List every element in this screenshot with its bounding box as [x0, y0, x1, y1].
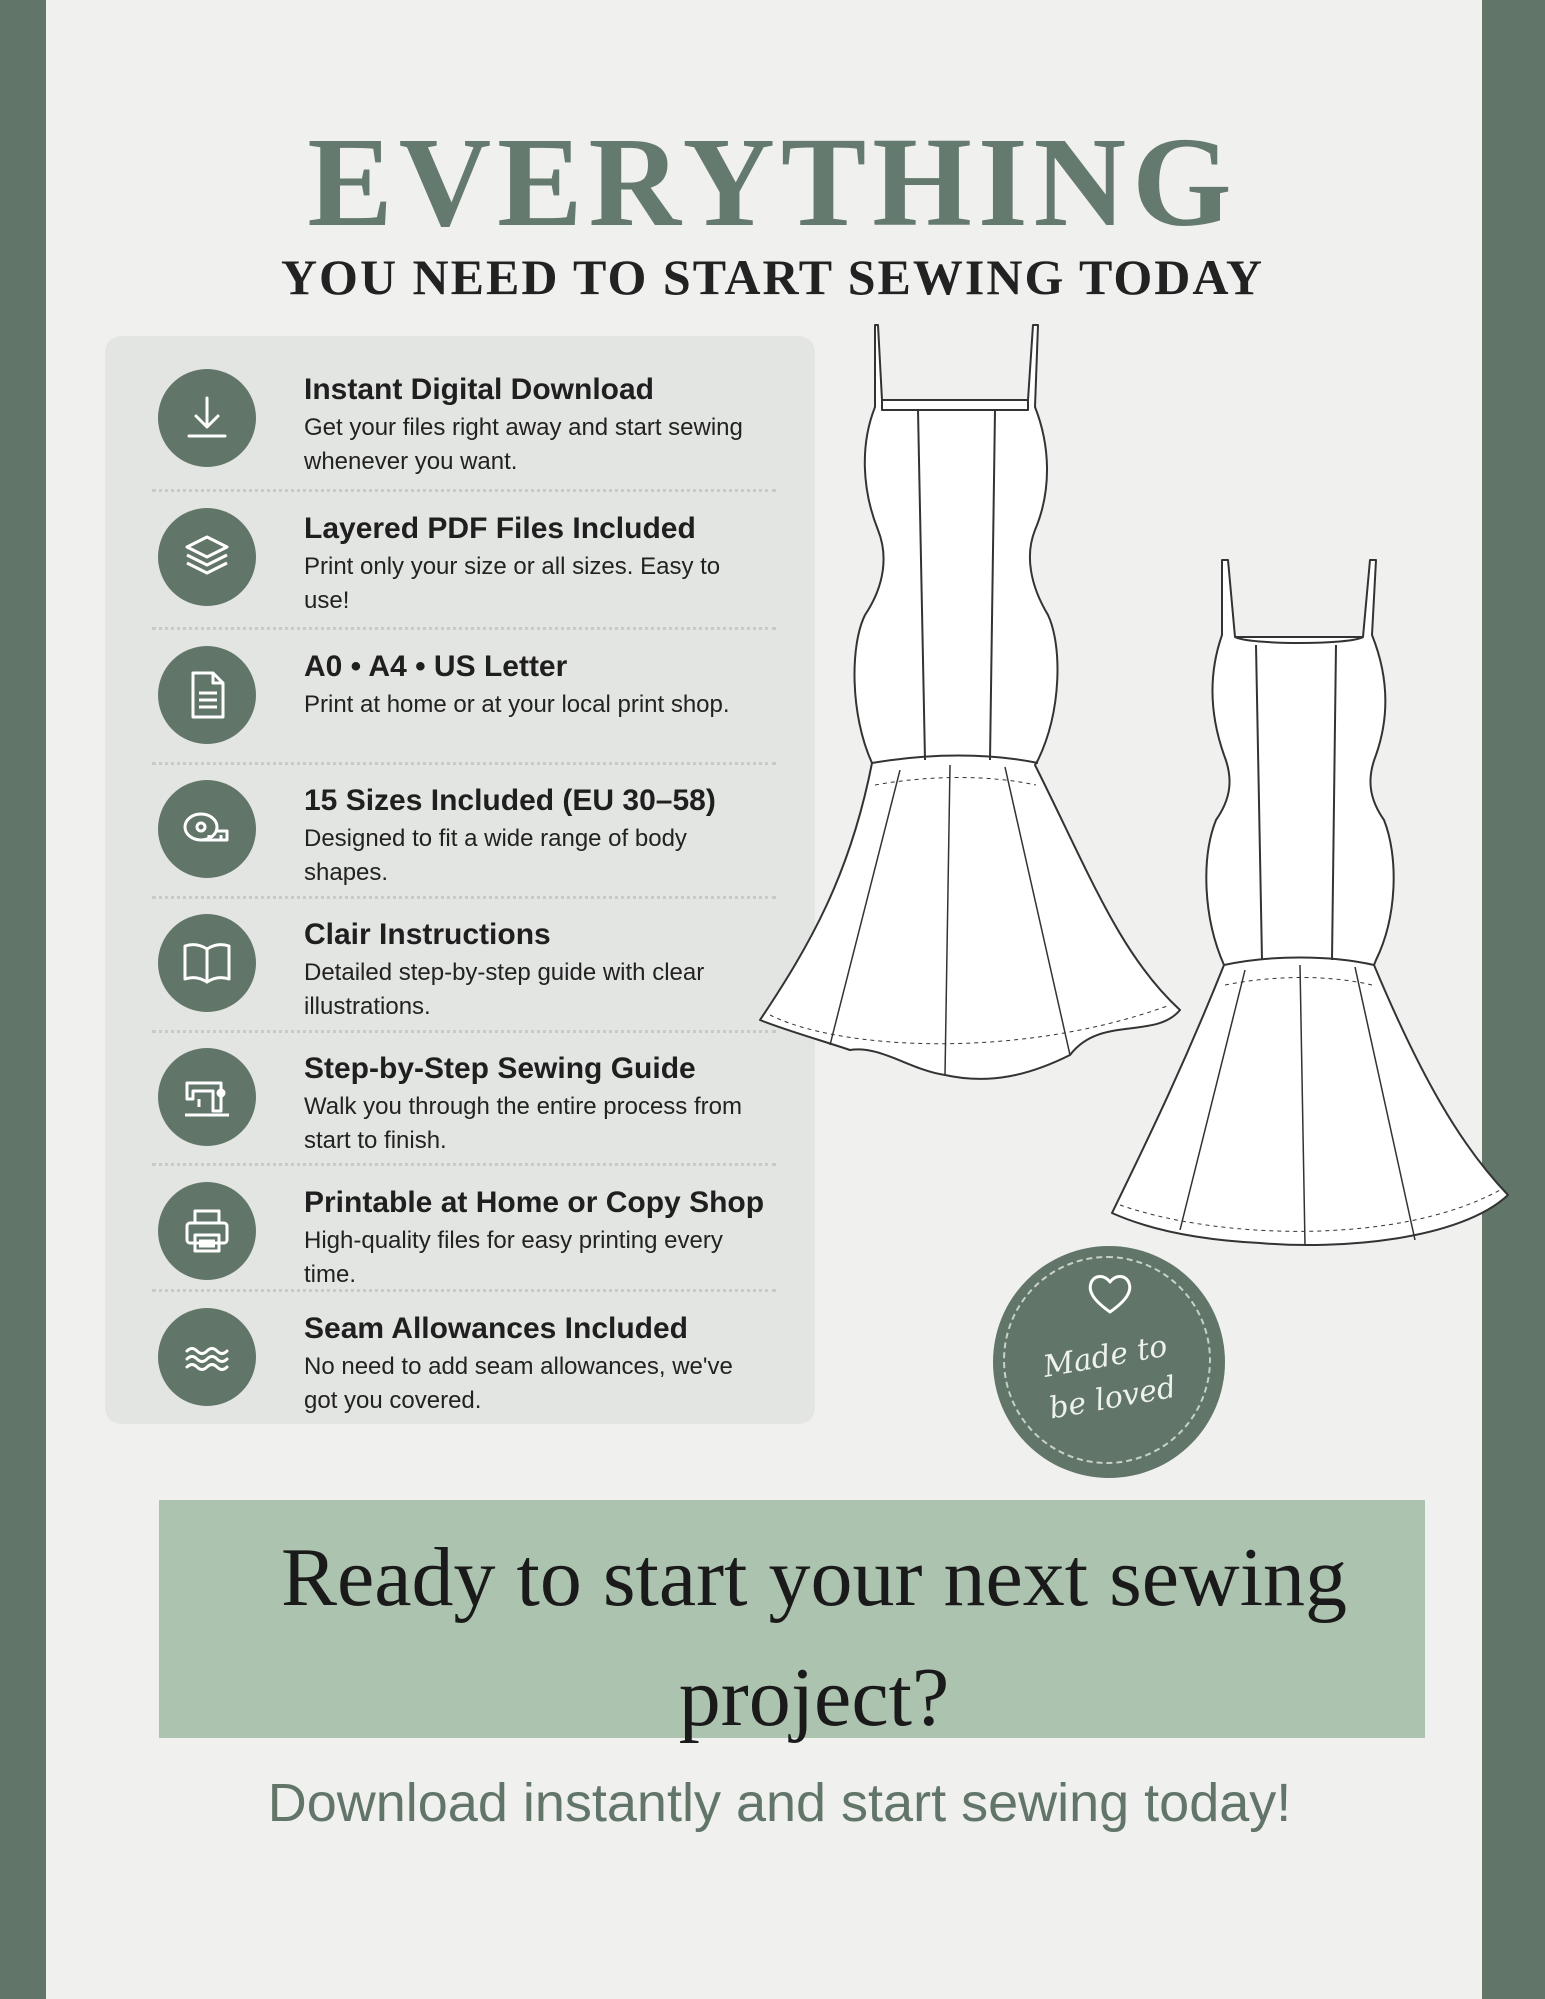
badge-line-2: be loved: [1046, 1369, 1179, 1427]
divider: [152, 627, 776, 630]
document-icon: [158, 646, 256, 744]
feature-description: Print only your size or all sizes. Easy to use!: [304, 553, 721, 614]
dress-illustration: [700, 315, 1520, 1275]
feature-title: 15 Sizes Included (EU 30–58): [304, 784, 716, 817]
feature-description: No need to add seam allowances, we've got you covered.: [304, 1353, 733, 1414]
feature-description: Get your files right away and start sewing whenever you want.: [304, 414, 743, 475]
made-to-be-loved-badge: [993, 1246, 1225, 1478]
feature-title: Instant Digital Download: [304, 373, 654, 406]
divider: [152, 896, 776, 899]
wavy-lines-icon: [158, 1308, 256, 1406]
layers-icon: [158, 508, 256, 606]
page-title: EVERYTHING: [307, 111, 1238, 253]
divider: [152, 1030, 776, 1033]
open-book-icon: [158, 914, 256, 1012]
heart-icon: [1083, 1266, 1137, 1320]
feature-description: Print at home or at your local print shop.: [304, 691, 730, 718]
divider: [152, 489, 776, 492]
feature-title: A0 • A4 • US Letter: [304, 650, 568, 683]
feature-description: Detailed step-by-step guide with clear illustrations.: [304, 959, 705, 1020]
feature-title: Clair Instructions: [304, 918, 551, 951]
printer-icon: [158, 1182, 256, 1280]
feature-title: Printable at Home or Copy Shop: [304, 1186, 765, 1219]
feature-title: Seam Allowances Included: [304, 1312, 689, 1345]
cta-tagline: Download instantly and start sewing today!: [267, 1773, 1292, 1833]
feature-title: Step-by-Step Sewing Guide: [304, 1052, 696, 1085]
feature-title: Layered PDF Files Included: [304, 512, 696, 545]
feature-description: Designed to fit a wide range of body shapes.: [304, 825, 687, 886]
back-dress-drawing: [1112, 560, 1508, 1245]
divider: [152, 762, 776, 765]
cta-heading: Ready to start your next sewing project?: [280, 1531, 1348, 1744]
measuring-tape-icon: [158, 780, 256, 878]
feature-description: Walk you through the entire process from start to finish.: [304, 1093, 742, 1154]
download-icon: [158, 369, 256, 467]
page-subtitle: YOU NEED TO START SEWING TODAY: [280, 249, 1265, 305]
divider: [152, 1163, 776, 1166]
sewing-machine-icon: [158, 1048, 256, 1146]
feature-description: High-quality files for easy printing every time.: [304, 1227, 723, 1288]
front-dress-drawing: [760, 325, 1180, 1079]
divider: [152, 1289, 776, 1292]
badge-line-1: Made to: [1040, 1328, 1170, 1385]
